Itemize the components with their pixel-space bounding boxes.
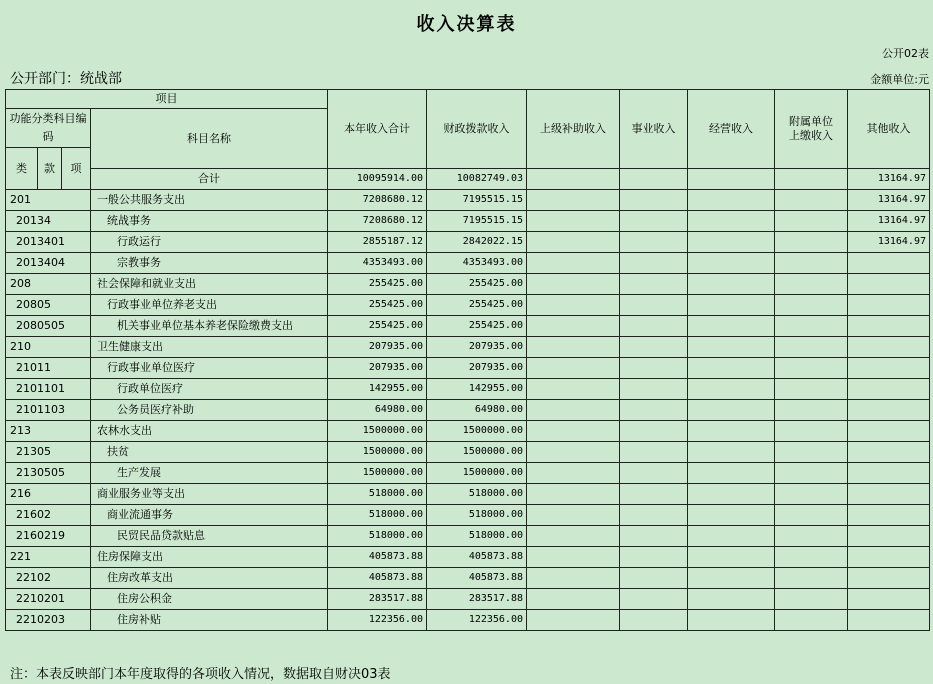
header-affiliated-income: 附属单位 上缴收入 — [775, 90, 848, 169]
total-c6 — [775, 169, 848, 190]
row-business-income — [620, 568, 688, 589]
row-affiliated-income — [775, 379, 848, 400]
row-other-income — [848, 610, 930, 631]
table-row — [6, 232, 930, 253]
header-row-1 — [6, 90, 930, 109]
row-code: 20805 — [6, 295, 91, 316]
row-fiscal-appropriation: 405873.88 — [427, 568, 527, 589]
row-subject-name: 扶贫 — [91, 442, 328, 463]
row-business-income — [620, 463, 688, 484]
row-affiliated-income — [775, 484, 848, 505]
row-other-income — [848, 316, 930, 337]
row-affiliated-income — [775, 568, 848, 589]
row-fiscal-appropriation: 283517.88 — [427, 589, 527, 610]
row-code: 21305 — [6, 442, 91, 463]
row-total-income: 283517.88 — [328, 589, 427, 610]
row-code: 2210201 — [6, 589, 91, 610]
row-affiliated-income — [775, 337, 848, 358]
row-total-income: 207935.00 — [328, 337, 427, 358]
row-business-income — [620, 190, 688, 211]
row-fiscal-appropriation: 255425.00 — [427, 316, 527, 337]
row-other-income — [848, 295, 930, 316]
row-business-income — [620, 211, 688, 232]
table-row — [6, 484, 930, 505]
table-row — [6, 610, 930, 631]
row-other-income: 13164.97 — [848, 211, 930, 232]
row-subject-name: 民贸民品贷款贴息 — [91, 526, 328, 547]
row-total-income: 1500000.00 — [328, 421, 427, 442]
row-code: 2210203 — [6, 610, 91, 631]
row-superior-subsidy — [527, 526, 620, 547]
header-lei: 类 — [6, 148, 38, 190]
total-c5 — [688, 169, 775, 190]
row-other-income — [848, 547, 930, 568]
row-business-income — [620, 589, 688, 610]
income-table — [5, 89, 930, 631]
row-superior-subsidy — [527, 232, 620, 253]
row-superior-subsidy — [527, 568, 620, 589]
row-code: 210 — [6, 337, 91, 358]
table-row — [6, 589, 930, 610]
row-total-income: 207935.00 — [328, 358, 427, 379]
row-other-income — [848, 337, 930, 358]
header-operating-income: 经营收入 — [688, 90, 775, 169]
header-fiscal-appropriation: 财政拨款收入 — [427, 90, 527, 169]
table-row — [6, 274, 930, 295]
row-code: 208 — [6, 274, 91, 295]
header-total-income: 本年收入合计 — [328, 90, 427, 169]
row-superior-subsidy — [527, 421, 620, 442]
row-affiliated-income — [775, 190, 848, 211]
row-business-income — [620, 274, 688, 295]
amount-unit-label: 金额单位:元 — [870, 73, 929, 86]
row-fiscal-appropriation: 518000.00 — [427, 526, 527, 547]
table-row — [6, 337, 930, 358]
row-superior-subsidy — [527, 442, 620, 463]
row-code: 21011 — [6, 358, 91, 379]
table-row — [6, 316, 930, 337]
row-fiscal-appropriation: 405873.88 — [427, 547, 527, 568]
row-operating-income — [688, 568, 775, 589]
row-superior-subsidy — [527, 253, 620, 274]
row-subject-name: 生产发展 — [91, 463, 328, 484]
row-total-income: 518000.00 — [328, 526, 427, 547]
row-superior-subsidy — [527, 589, 620, 610]
row-business-income — [620, 505, 688, 526]
row-affiliated-income — [775, 211, 848, 232]
header-superior-subsidy: 上级补助收入 — [527, 90, 620, 169]
row-subject-name: 住房补贴 — [91, 610, 328, 631]
row-code: 2130505 — [6, 463, 91, 484]
row-fiscal-appropriation: 207935.00 — [427, 358, 527, 379]
row-operating-income — [688, 211, 775, 232]
row-total-income: 1500000.00 — [328, 442, 427, 463]
page-title: 收入决算表 — [416, 14, 517, 35]
row-code: 2101101 — [6, 379, 91, 400]
row-business-income — [620, 526, 688, 547]
row-operating-income — [688, 337, 775, 358]
row-subject-name: 行政事业单位医疗 — [91, 358, 328, 379]
row-operating-income — [688, 610, 775, 631]
table-row — [6, 526, 930, 547]
row-operating-income — [688, 379, 775, 400]
row-fiscal-appropriation: 7195515.15 — [427, 190, 527, 211]
row-operating-income — [688, 358, 775, 379]
table-row — [6, 421, 930, 442]
row-business-income — [620, 379, 688, 400]
row-other-income — [848, 568, 930, 589]
row-fiscal-appropriation: 518000.00 — [427, 484, 527, 505]
row-affiliated-income — [775, 547, 848, 568]
row-affiliated-income — [775, 358, 848, 379]
row-superior-subsidy — [527, 505, 620, 526]
row-operating-income — [688, 484, 775, 505]
table-row — [6, 568, 930, 589]
row-subject-name: 统战事务 — [91, 211, 328, 232]
row-code: 213 — [6, 421, 91, 442]
row-other-income — [848, 484, 930, 505]
row-business-income — [620, 253, 688, 274]
row-affiliated-income — [775, 610, 848, 631]
header-subject-name: 科目名称 — [91, 109, 328, 169]
row-subject-name: 商业流通事务 — [91, 505, 328, 526]
row-code: 216 — [6, 484, 91, 505]
total-c7: 13164.97 — [848, 169, 930, 190]
footnote: 注：本表反映部门本年度取得的各项收入情况，数据取自财决03表 — [10, 667, 391, 682]
row-total-income: 4353493.00 — [328, 253, 427, 274]
header-xiang: 项 — [62, 148, 91, 190]
row-affiliated-income — [775, 295, 848, 316]
row-business-income — [620, 358, 688, 379]
row-total-income: 405873.88 — [328, 568, 427, 589]
row-total-income: 122356.00 — [328, 610, 427, 631]
row-subject-name: 一般公共服务支出 — [91, 190, 328, 211]
row-subject-name: 商业服务业等支出 — [91, 484, 328, 505]
row-affiliated-income — [775, 463, 848, 484]
row-other-income — [848, 253, 930, 274]
row-total-income: 7208680.12 — [328, 211, 427, 232]
row-code: 21602 — [6, 505, 91, 526]
row-operating-income — [688, 316, 775, 337]
row-operating-income — [688, 526, 775, 547]
row-business-income — [620, 442, 688, 463]
row-operating-income — [688, 505, 775, 526]
row-superior-subsidy — [527, 379, 620, 400]
row-operating-income — [688, 442, 775, 463]
row-business-income — [620, 400, 688, 421]
row-code: 20134 — [6, 211, 91, 232]
department-label: 公开部门：统战部 — [10, 71, 122, 87]
row-fiscal-appropriation: 64980.00 — [427, 400, 527, 421]
row-total-income: 255425.00 — [328, 295, 427, 316]
header-func-code: 功能分类科目编码 — [6, 109, 91, 148]
row-business-income — [620, 337, 688, 358]
row-fiscal-appropriation: 122356.00 — [427, 610, 527, 631]
row-total-income: 64980.00 — [328, 400, 427, 421]
row-superior-subsidy — [527, 358, 620, 379]
row-total-income: 518000.00 — [328, 484, 427, 505]
row-affiliated-income — [775, 316, 848, 337]
row-subject-name: 行政单位医疗 — [91, 379, 328, 400]
row-operating-income — [688, 190, 775, 211]
row-operating-income — [688, 421, 775, 442]
row-superior-subsidy — [527, 295, 620, 316]
row-subject-name: 农林水支出 — [91, 421, 328, 442]
total-row — [6, 169, 930, 190]
row-other-income — [848, 379, 930, 400]
row-business-income — [620, 610, 688, 631]
total-c2: 10082749.03 — [427, 169, 527, 190]
row-business-income — [620, 232, 688, 253]
table-row — [6, 295, 930, 316]
row-superior-subsidy — [527, 190, 620, 211]
row-fiscal-appropriation: 7195515.15 — [427, 211, 527, 232]
row-fiscal-appropriation: 255425.00 — [427, 274, 527, 295]
row-operating-income — [688, 463, 775, 484]
row-total-income: 7208680.12 — [328, 190, 427, 211]
header-business-income: 事业收入 — [620, 90, 688, 169]
row-superior-subsidy — [527, 547, 620, 568]
row-subject-name: 公务员医疗补助 — [91, 400, 328, 421]
row-total-income: 518000.00 — [328, 505, 427, 526]
row-other-income — [848, 505, 930, 526]
row-total-income: 2855187.12 — [328, 232, 427, 253]
row-subject-name: 社会保障和就业支出 — [91, 274, 328, 295]
row-affiliated-income — [775, 274, 848, 295]
row-total-income: 1500000.00 — [328, 463, 427, 484]
table-row — [6, 400, 930, 421]
table-row — [6, 358, 930, 379]
header-item: 项目 — [6, 90, 328, 109]
row-subject-name: 卫生健康支出 — [91, 337, 328, 358]
row-fiscal-appropriation: 207935.00 — [427, 337, 527, 358]
row-code: 221 — [6, 547, 91, 568]
row-subject-name: 机关事业单位基本养老保险缴费支出 — [91, 316, 328, 337]
row-operating-income — [688, 547, 775, 568]
row-total-income: 255425.00 — [328, 274, 427, 295]
row-operating-income — [688, 400, 775, 421]
row-fiscal-appropriation: 1500000.00 — [427, 421, 527, 442]
row-affiliated-income — [775, 232, 848, 253]
row-subject-name: 住房保障支出 — [91, 547, 328, 568]
row-other-income — [848, 589, 930, 610]
table-row — [6, 463, 930, 484]
total-c4 — [620, 169, 688, 190]
row-other-income — [848, 421, 930, 442]
table-row — [6, 253, 930, 274]
row-superior-subsidy — [527, 463, 620, 484]
row-affiliated-income — [775, 526, 848, 547]
table-row — [6, 547, 930, 568]
row-operating-income — [688, 232, 775, 253]
row-operating-income — [688, 589, 775, 610]
row-code: 22102 — [6, 568, 91, 589]
row-affiliated-income — [775, 505, 848, 526]
row-total-income: 405873.88 — [328, 547, 427, 568]
row-business-income — [620, 316, 688, 337]
row-other-income — [848, 400, 930, 421]
row-fiscal-appropriation: 518000.00 — [427, 505, 527, 526]
table-row — [6, 442, 930, 463]
row-business-income — [620, 547, 688, 568]
row-subject-name: 住房公积金 — [91, 589, 328, 610]
row-superior-subsidy — [527, 400, 620, 421]
row-code: 2160219 — [6, 526, 91, 547]
row-affiliated-income — [775, 589, 848, 610]
row-other-income: 13164.97 — [848, 232, 930, 253]
row-business-income — [620, 295, 688, 316]
row-code: 2013401 — [6, 232, 91, 253]
row-superior-subsidy — [527, 484, 620, 505]
row-subject-name: 宗教事务 — [91, 253, 328, 274]
form-number: 公开02表 — [882, 47, 929, 60]
row-fiscal-appropriation: 255425.00 — [427, 295, 527, 316]
row-superior-subsidy — [527, 610, 620, 631]
row-business-income — [620, 421, 688, 442]
row-fiscal-appropriation: 142955.00 — [427, 379, 527, 400]
header-other-income: 其他收入 — [848, 90, 930, 169]
row-other-income — [848, 442, 930, 463]
row-code: 2101103 — [6, 400, 91, 421]
table-row — [6, 379, 930, 400]
row-business-income — [620, 484, 688, 505]
row-other-income — [848, 526, 930, 547]
row-operating-income — [688, 295, 775, 316]
row-other-income — [848, 463, 930, 484]
row-operating-income — [688, 274, 775, 295]
row-subject-name: 住房改革支出 — [91, 568, 328, 589]
row-total-income: 255425.00 — [328, 316, 427, 337]
total-c1: 10095914.00 — [328, 169, 427, 190]
row-fiscal-appropriation: 2842022.15 — [427, 232, 527, 253]
total-label: 合计 — [91, 169, 328, 190]
row-fiscal-appropriation: 1500000.00 — [427, 463, 527, 484]
row-affiliated-income — [775, 253, 848, 274]
row-subject-name: 行政事业单位养老支出 — [91, 295, 328, 316]
row-other-income — [848, 274, 930, 295]
row-code: 201 — [6, 190, 91, 211]
row-total-income: 142955.00 — [328, 379, 427, 400]
table-row — [6, 190, 930, 211]
row-code: 2013404 — [6, 253, 91, 274]
row-superior-subsidy — [527, 274, 620, 295]
total-c3 — [527, 169, 620, 190]
row-other-income — [848, 358, 930, 379]
header-kuan: 款 — [38, 148, 62, 190]
row-superior-subsidy — [527, 337, 620, 358]
row-other-income: 13164.97 — [848, 190, 930, 211]
row-fiscal-appropriation: 1500000.00 — [427, 442, 527, 463]
table-row — [6, 505, 930, 526]
row-superior-subsidy — [527, 316, 620, 337]
row-affiliated-income — [775, 442, 848, 463]
table-row — [6, 211, 930, 232]
row-subject-name: 行政运行 — [91, 232, 328, 253]
row-superior-subsidy — [527, 211, 620, 232]
row-operating-income — [688, 253, 775, 274]
row-affiliated-income — [775, 400, 848, 421]
row-affiliated-income — [775, 421, 848, 442]
row-code: 2080505 — [6, 316, 91, 337]
row-fiscal-appropriation: 4353493.00 — [427, 253, 527, 274]
